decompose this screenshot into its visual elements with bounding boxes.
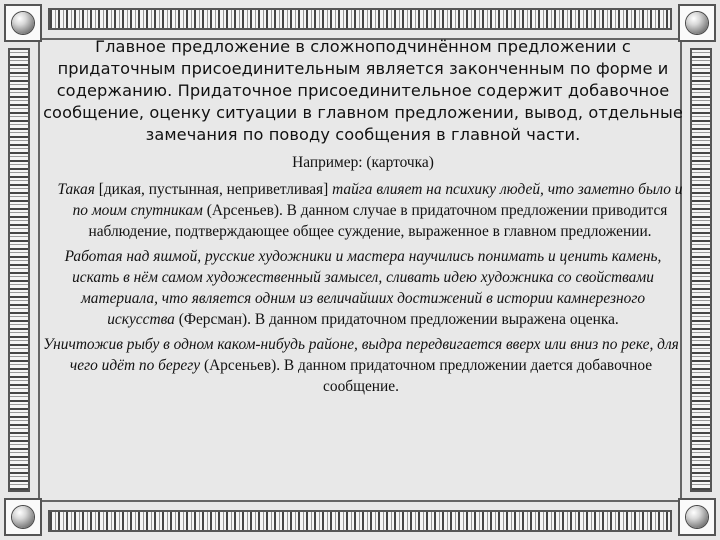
example-heading: Например: (карточка) [292, 154, 434, 171]
slide-content [36, 36, 690, 496]
corner-ornament-icon [4, 498, 42, 536]
example-3 [32, 334, 690, 397]
example-1-plain-a: [дикая, пустынная, неприветливая] [94, 181, 333, 198]
example-3-plain: (Арсеньев). В данном придаточном предложении дается добавочное сообщение. [200, 357, 653, 395]
example-1-italic-b: тайга влияет на психику людей, что заметно было и по моим спутникам [72, 181, 683, 219]
example-1-plain-b: (Арсеньев). В данном случае в придаточном предложении приводится наблюдение, подтверждающее общее суждение, выраженное в главном предложении. [88, 202, 668, 240]
frame-top-border [48, 8, 672, 30]
example-2-italic: Работая над яшмой, русские художники и мастера научились понимать и ценить камень, искать в нём самом художественный замысел, сливать идею художника со свойствами материала, что является одним из величайших достижений в истории камнерезного искусства [64, 248, 662, 328]
corner-ornament-icon [678, 498, 716, 536]
frame-inner-line [38, 500, 682, 502]
main-rule-text: Главное предложение в сложноподчинённом предложении с придаточным присоединительным является законченным по форме и содержанию. Придаточное присоединительное содержит добавочное сообщение, оценку ситуации в главном предложении, вывод, отдельные замечания по поводу сообщения в главной части. [43, 37, 683, 144]
example-1 [36, 179, 690, 242]
example-1-italic-a: Такая [57, 181, 95, 198]
frame-right-border [690, 48, 712, 492]
frame-bottom-border [48, 510, 672, 532]
example-2 [36, 246, 690, 330]
example-3-italic: Уничтожив рыбу в одном каком-нибудь районе, выдра передвигается вверх или вниз по реке, для чего идёт по берегу [43, 336, 679, 374]
example-2-plain: (Ферсман). В данном придаточном предложении выражена оценка. [174, 311, 619, 328]
frame-left-border [8, 48, 30, 492]
